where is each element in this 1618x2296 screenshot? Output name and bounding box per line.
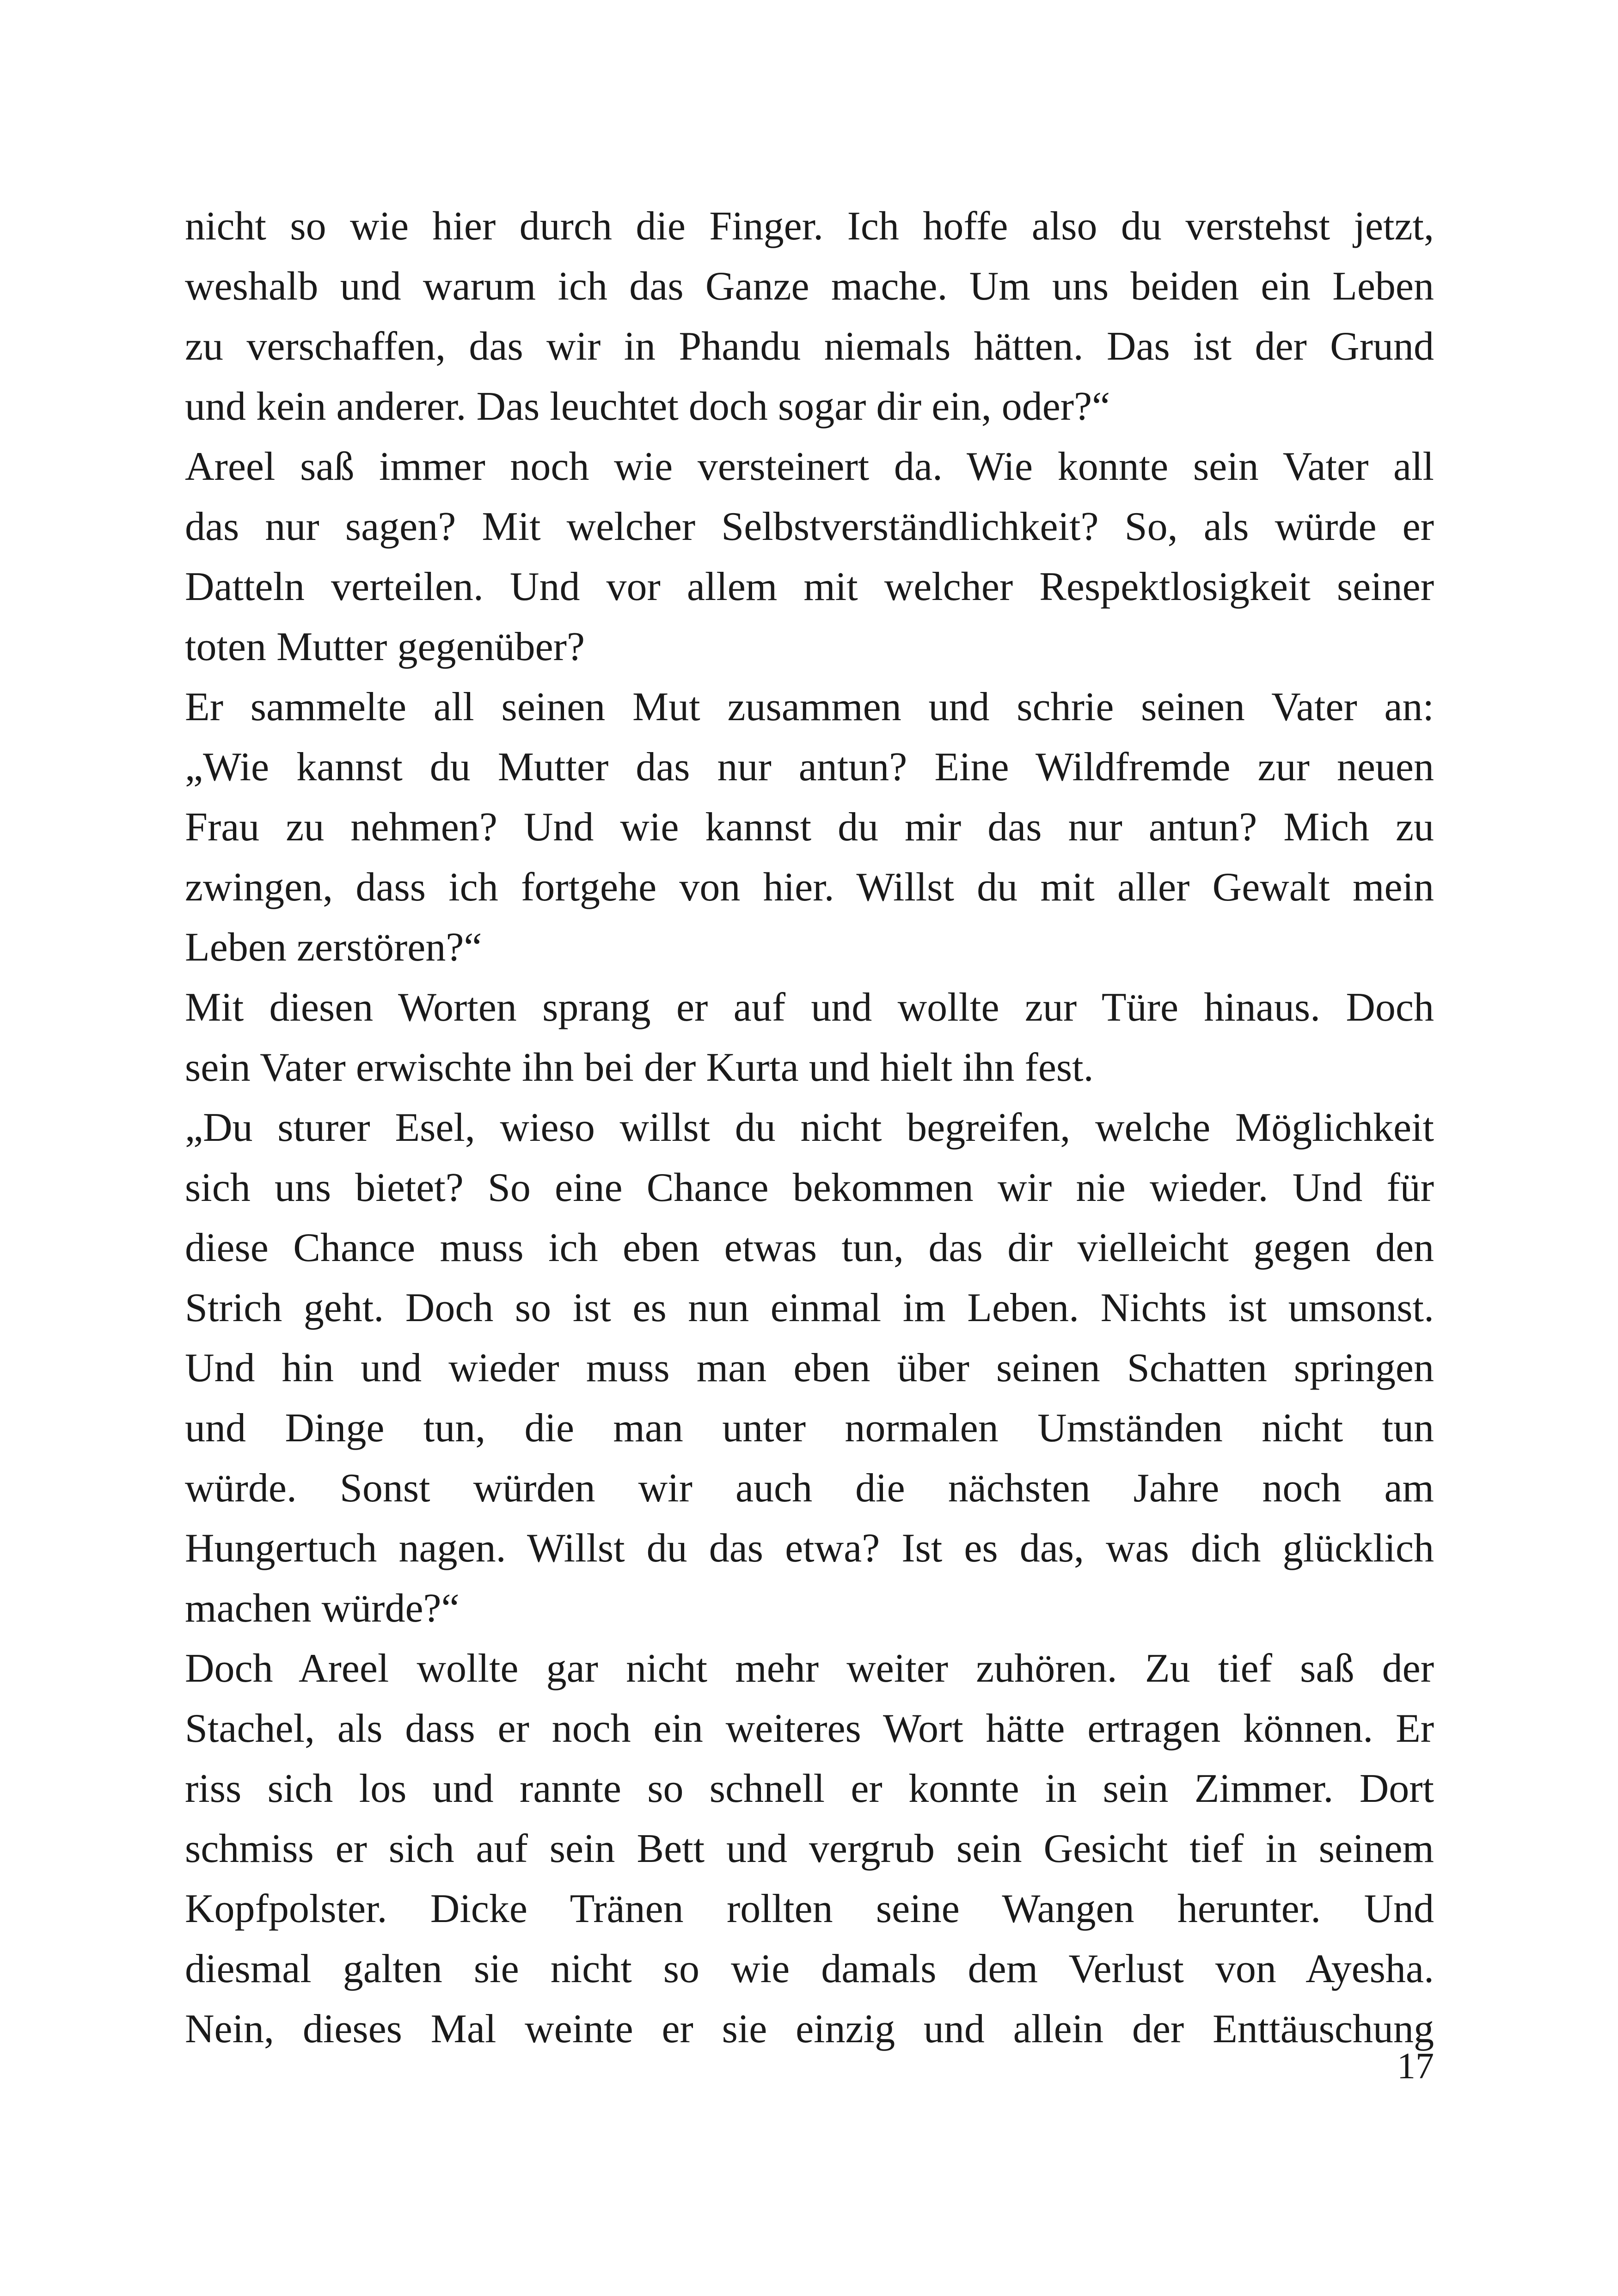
body-text <box>185 196 1434 2059</box>
text-line: weshalb und warum ich das Ganze mache. Um uns beiden ein Leben <box>185 264 1434 309</box>
text-line: zwingen, dass ich fortgehe von hier. Willst du mit aller Gewalt mein <box>185 865 1434 910</box>
text-line: Mit diesen Worten sprang er auf und wollte zur Türe hinaus. Doch <box>185 985 1434 1030</box>
text-line: toten Mutter gegenüber? <box>185 625 585 669</box>
text-line: Nein, dieses Mal weinte er sie einzig und allein der Enttäuschung <box>185 2007 1434 2051</box>
text-line: riss sich los und rannte so schnell er konnte in sein Zimmer. Dort <box>185 1766 1434 1811</box>
text-line: sich uns bietet? So eine Chance bekommen wir nie wieder. Und für <box>185 1165 1434 1210</box>
text-line: Areel saß immer noch wie versteinert da. Wie konnte sein Vater all <box>185 444 1434 489</box>
text-line: Und hin und wieder muss man eben über seinen Schatten springen <box>185 1346 1434 1390</box>
text-line: würde. Sonst würden wir auch die nächsten Jahre noch am <box>185 1466 1434 1511</box>
text-line: zu verschaffen, das wir in Phandu niemals hätten. Das ist der Grund <box>185 324 1434 369</box>
text-line: diesmal galten sie nicht so wie damals dem Verlust von Ayesha. <box>185 1947 1434 1991</box>
text-line: diese Chance muss ich eben etwas tun, das dir vielleicht gegen den <box>185 1225 1434 1270</box>
text-line: sein Vater erwischte ihn bei der Kurta und hielt ihn fest. <box>185 1045 1094 1090</box>
text-line: Leben zerstören?“ <box>185 925 482 970</box>
text-line: Datteln verteilen. Und vor allem mit welcher Respektlosigkeit seiner <box>185 564 1434 609</box>
text-line: Er sammelte all seinen Mut zusammen und schrie seinen Vater an: <box>185 685 1434 729</box>
text-line: machen würde?“ <box>185 1586 460 1631</box>
text-line: „Wie kannst du Mutter das nur antun? Eine Wildfremde zur neuen <box>185 745 1434 790</box>
text-line: Strich geht. Doch so ist es nun einmal im Leben. Nichts ist umsonst. <box>185 1286 1434 1330</box>
text-line: Stachel, als dass er noch ein weiteres Wort hätte ertragen können. Er <box>185 1706 1434 1751</box>
text-line: „Du sturer Esel, wieso willst du nicht begreifen, welche Möglichkeit <box>185 1105 1434 1150</box>
text-line: nicht so wie hier durch die Finger. Ich hoffe also du verstehst jetzt, <box>185 204 1434 249</box>
text-line: das nur sagen? Mit welcher Selbstverständlichkeit? So, als würde er <box>185 504 1434 549</box>
text-line: schmiss er sich auf sein Bett und vergrub sein Gesicht tief in seinem <box>185 1826 1434 1871</box>
text-line: Frau zu nehmen? Und wie kannst du mir das nur antun? Mich zu <box>185 805 1434 850</box>
text-line: Doch Areel wollte gar nicht mehr weiter zuhören. Zu tief saß der <box>185 1646 1434 1691</box>
text-line: Hungertuch nagen. Willst du das etwa? Ist es das, was dich glücklich <box>185 1526 1434 1571</box>
text-line: Kopfpolster. Dicke Tränen rollten seine Wangen herunter. Und <box>185 1886 1434 1931</box>
text-line: und Dinge tun, die man unter normalen Umständen nicht tun <box>185 1406 1434 1451</box>
text-line: und kein anderer. Das leuchtet doch sogar dir ein, oder?“ <box>185 384 1110 429</box>
page-number: 17 <box>1397 2046 1434 2087</box>
